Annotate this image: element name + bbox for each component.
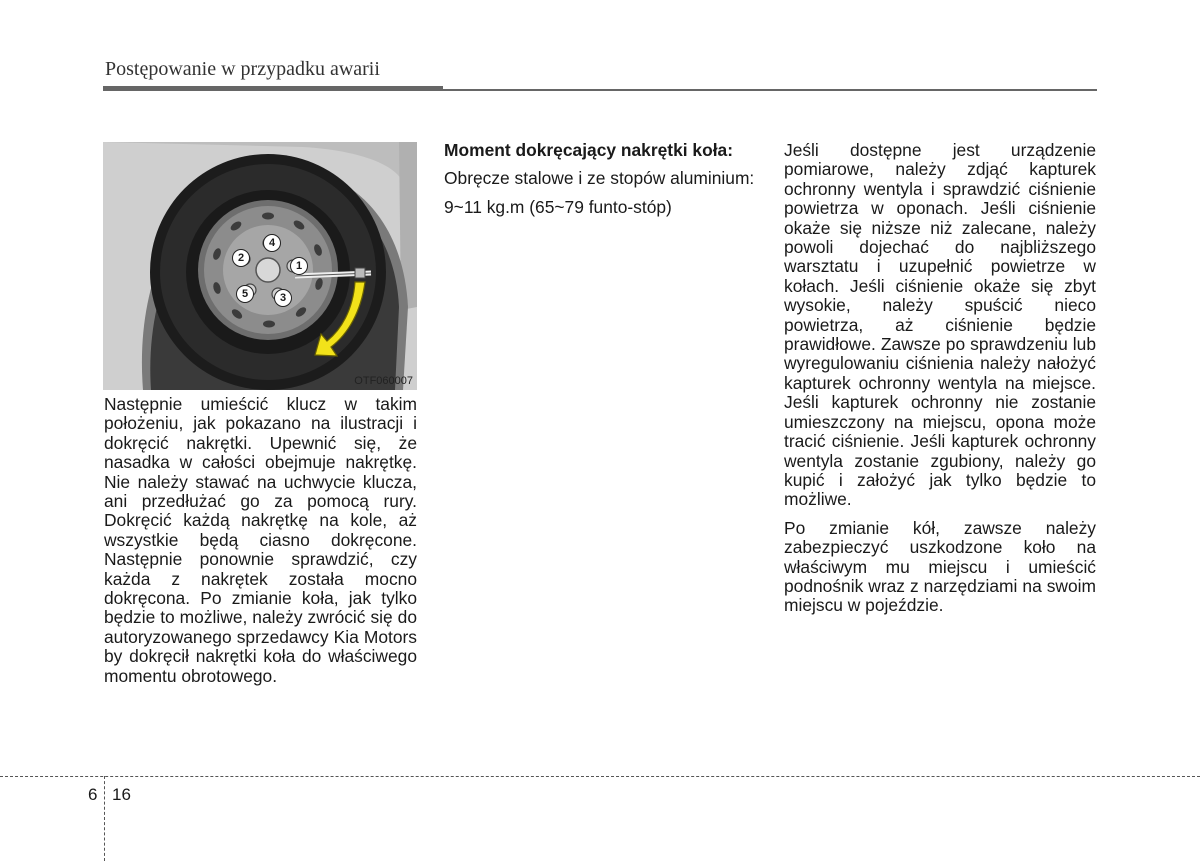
nut-label-3: 3 (274, 289, 292, 307)
nut-label-2: 2 (232, 249, 250, 267)
paragraph-tire-pressure: Jeśli dostępne jest urządzenie pomiarowe, należy zdjąć kapturek ochronny wentyla i sprawdzić ciśnienie powietrza w oponach. Jeśli ciśnienie okaże się niższe niż zalecane, należy powoli dojechać do najbliższego warsztatu i uzupełnić powietrze w kołach. Jeśli ciśnienie okaże się zbyt wysokie, należy spuścić nieco powietrza, aż ciśnienie będzie prawidłowe. Zawsze po sprawdzeniu lub wyregulowaniu ciśnienia należy nałożyć kapturek ochronny wentyla na miejsce. Jeśli kapturek ochronny nie zostanie umieszczony na miejscu, opona może tracić ciśnienie. Jeśli kapturek ochronny wentyla zostanie zgubiony, należy go kupić i założyć jak tylko będzie to możliwe. (784, 140, 1096, 510)
footer-divider (0, 776, 1200, 777)
nut-label-5: 5 (236, 285, 254, 303)
header-rule (103, 86, 443, 91)
paragraph-tightening: Następnie umieścić klucz w takim położeniu, jak pokazano na ilustracji i dokręcić nakrętki. Upewnić się, że nasadka w całości obejmuje nakrętkę. Nie należy stawać na uchwycie klucza, ani przedłużać go za pomocą rury. Dokręcić każdą nakrętkę na kole, aż wszystkie będą ciasno dokręcone. Następnie ponownie sprawdzić, czy każda z nakrętek została mocno dokręcona. Po zmianie koła, jak tylko będzie to możliwe, należy zwrócić się do autoryzowanego sprzedawcy Kia Motors by dokręcił nakrętki koła do właściwego momentu obrotowego. (104, 394, 417, 686)
wheel-drawing (103, 142, 417, 390)
column-left (104, 395, 417, 695)
column-right (784, 141, 1096, 625)
chapter-number: 6 (88, 785, 98, 804)
nut-label-4: 4 (263, 234, 281, 252)
torque-value: 9~11 kg.m (65~79 funto-stóp) (444, 196, 672, 217)
page-header-title: Postępowanie w przypadku awarii (105, 58, 380, 80)
header-rule-thin (443, 89, 1097, 91)
column-middle (444, 141, 756, 226)
nut-label-1: 1 (290, 257, 308, 275)
page-number: 16 (112, 785, 131, 804)
footer-vertical-divider (104, 776, 105, 861)
rim-type-text: Obręcze stalowe i ze stopów aluminium: (444, 168, 755, 189)
paragraph-after-change: Po zmianie kół, zawsze należy zabezpieczyć uszkodzone koło na właściwym mu miejscu i umieścić podnośnik wraz z narzędziami na swoim miejscu w pojeździe. (784, 517, 1096, 616)
wheel-illustration (103, 142, 417, 390)
torque-heading: Moment dokręcający nakrętki koła: (444, 140, 733, 160)
figure-code: OTF060007 (354, 375, 413, 387)
